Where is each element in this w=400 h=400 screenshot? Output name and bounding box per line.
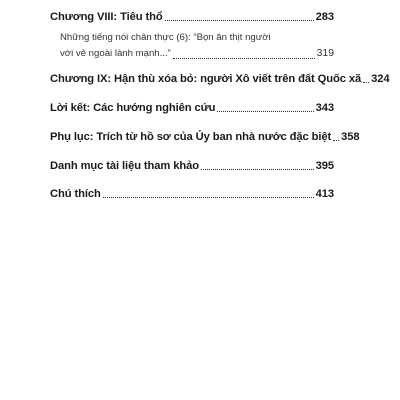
toc-entry-notes[interactable] [50,187,334,201]
dot-leader [173,58,315,59]
toc-entry-page: 413 [315,188,334,200]
toc-entry-page: 343 [315,102,334,114]
toc-entry-chapter-8[interactable] [50,10,334,24]
toc-entry-title: Danh mục tài liệu tham khảo [50,160,199,172]
dot-leader [217,111,313,112]
toc-entry-page: 358 [341,131,360,143]
toc-subentry-voices-6[interactable] [60,30,334,62]
toc-entry-page: 283 [315,11,334,23]
toc-entry-bibliography[interactable] [50,159,334,173]
dot-leader [363,82,369,83]
toc-entry-appendix[interactable] [50,130,360,144]
toc-entry-chapter-9[interactable] [50,72,390,86]
toc-entry-page: 319 [316,48,334,59]
toc-entry-page: 324 [371,73,390,85]
toc-subentry-title-line1: Những tiếng nói chân thực (6): “Bọn ăn thịt người [60,32,271,43]
dot-leader [333,140,339,141]
toc-entry-title: Phụ lục: Trích từ hồ sơ của Ủy ban nhà nước đặc biệt [50,131,332,143]
dot-leader [103,197,314,198]
dot-leader [201,169,314,170]
toc-entry-title: Chương VIII: Tiêu thổ [50,11,163,23]
toc-entry-title: Chương IX: Hận thù xóa bỏ: người Xô viết trên đất Quốc xã [50,73,362,85]
table-of-contents [50,10,390,201]
dot-leader [165,20,314,21]
toc-entry-title: Chú thích [50,188,101,200]
toc-entry-title: Lời kết: Các hướng nghiên cứu [50,102,216,114]
toc-subentry-title-line2: với vẻ ngoài lành mạnh...” [60,48,171,59]
toc-entry-page: 395 [315,160,334,172]
toc-entry-conclusion[interactable] [50,101,334,115]
